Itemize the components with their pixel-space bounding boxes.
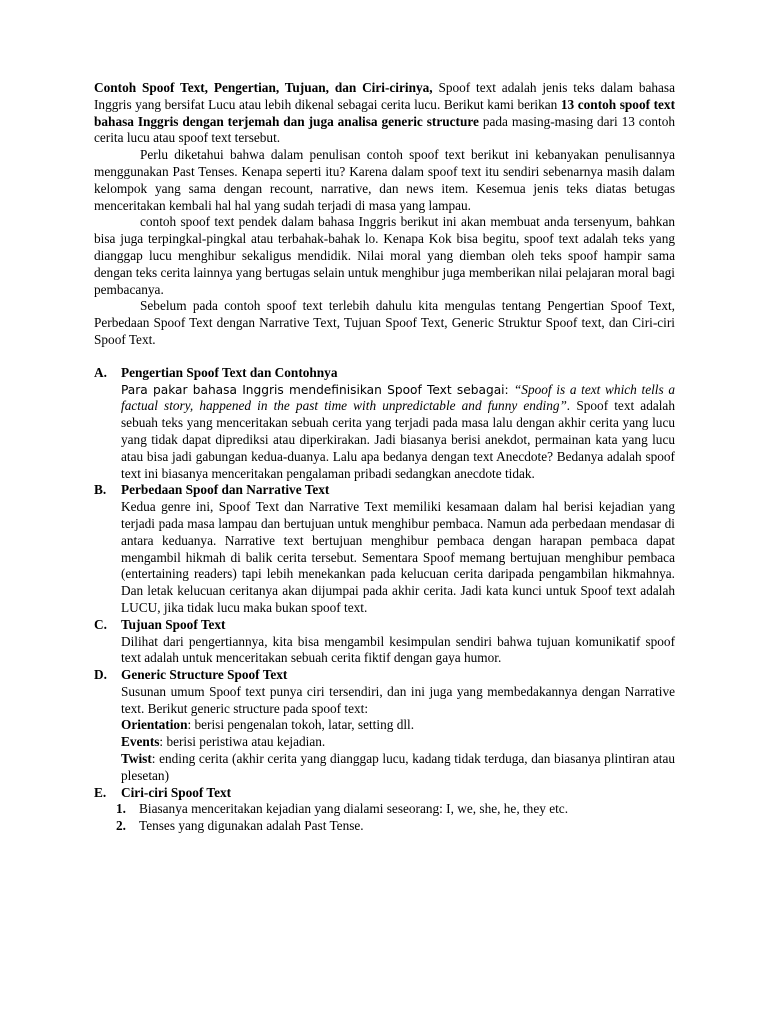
section-b-body: Kedua genre ini, Spoof Text dan Narrative Text memiliki kesamaan dalam hal berisi kejadian yang terjadi pada masa lampau dan bertujuan untuk menghibur pembaca. Namun ada perbedaan mendasar di antara keduanya. Narrative text bertujuan menghibur pembaca dengan harapan pembaca dapat mengambil hikmah di balik cerita tersebut. Sementara Spoof memang bertujuan menghibur pembaca (entertaining readers) tapi lebih menekankan pada kelucuan cerita daripada pengambilan hikmahnya. Dan letak kelucuan ceritanya akan dijumpai pada akhir cerita. Jadi kata kunci untuk Spoof text adalah LUCU, jika tidak lucu maka bukan spoof text. <box>121 499 675 615</box>
section-a-body <box>121 382 675 483</box>
section-d-letter: D. <box>94 667 107 683</box>
paragraph-spoof-short: contoh spoof text pendek dalam bahasa Inggris berikut ini akan membuat anda tersenyum, bahkan bisa juga terpingkal-pingkal atau terbahak-bahak lo. Kenapa Kok bisa begitu, spoof text adalah teks yang dianggap lucu menghibur sekaligus mendidik. Nilai moral yang diemban oleh teks spoof hampir sama dengan teks cerita lainnya yang bertugas selain untuk menghibur juga memberikan nilai pelajaran moral bagi pembacanya. <box>94 214 675 297</box>
section-c <box>94 617 675 667</box>
structure-term: Twist <box>121 751 152 767</box>
structure-desc: : berisi pengenalan tokoh, latar, setting dll. <box>187 717 415 733</box>
section-c-letter: C. <box>94 616 107 632</box>
list-item-number: 2. <box>116 818 126 834</box>
list-item-number: 1. <box>116 801 126 817</box>
section-e-letter: E. <box>94 784 107 800</box>
section-b <box>94 482 675 616</box>
section-a-quote: “Spoof is a text which tells a factual story, happened in the past time with unpredictable and funny ending”. <box>121 381 675 414</box>
intro-text-3: pada masing-masing dari 13 contoh cerita lucu atau spoof text tersebut. <box>94 113 675 146</box>
list-item-text: Tenses yang digunakan adalah Past Tense. <box>139 818 364 834</box>
structure-desc: : ending cerita (akhir cerita yang dianggap lucu, kadang tidak terduga, dan biasanya plintiran atau plesetan) <box>121 751 675 783</box>
section-a-sans-lead: Para pakar bahasa Inggris mendefinisikan Spoof Text sebagai: <box>121 382 514 397</box>
list-item <box>94 801 675 818</box>
structure-item-orientation <box>121 717 675 734</box>
section-a-heading: Pengertian Spoof Text dan Contohnya <box>121 364 338 380</box>
paragraph-past-tenses: Perlu diketahui bahwa dalam penulisan contoh spoof text berikut ini kebanyakan penulisannya menggunakan Past Tenses. Kenapa seperti itu? Karena dalam spoof text itu sendiri sebenarnya masih dalam kelompok yang sama dengan recount, narrative, dan news item. Kesemua jenis teks diatas betugas menceritakan kembali hal hal yang sudah terjadi di masa yang lampau. <box>94 147 675 213</box>
section-a-text: Spoof text adalah sebuah teks yang menceritakan sebuah cerita yang terjadi pada masa lalu dengan akhir cerita yang lucu yang tidak dapat diprediksi atau diperkirakan. Jadi biasanya berisi anekdot, permainan kata yang lucu atau bisa jadi gabungan kedua-duanya. Lalu apa bedanya dengan text Anecdote? Bedanya adalah spoof text ini biasanya menceritakan pengalaman pribadi sedangkan anecdote tidak. <box>121 398 675 481</box>
section-b-heading: Perbedaan Spoof dan Narrative Text <box>121 482 330 498</box>
list-item-text: Biasanya menceritakan kejadian yang dialami seseorang: I, we, she, he, they etc. <box>139 801 569 817</box>
section-spacer <box>94 349 675 365</box>
structure-item-twist <box>121 751 675 785</box>
structure-item-events <box>121 734 675 751</box>
structure-term: Events <box>121 734 160 750</box>
structure-desc: : berisi peristiwa atau kejadian. <box>159 734 326 750</box>
section-c-heading: Tujuan Spoof Text <box>121 616 226 632</box>
intro-text-1: Spoof text adalah jenis teks dalam bahasa Inggris yang bersifat Lucu atau lebih dikenal sebagai cerita lucu. Berikut kami berikan <box>94 80 675 112</box>
section-d-heading: Generic Structure Spoof Text <box>121 667 288 683</box>
intro-title: Contoh Spoof Text, Pengertian, Tujuan, dan Ciri-cirinya, <box>94 80 433 95</box>
characteristics-list <box>94 801 675 835</box>
list-item <box>94 818 675 835</box>
section-a-letter: A. <box>94 364 107 380</box>
structure-term: Orientation <box>121 717 188 733</box>
section-c-body: Dilihat dari pengertiannya, kita bisa mengambil kesimpulan sendiri bahwa tujuan komunikatif spoof text adalah untuk menceritakan sebuah cerita fiktif dengan gaya humor. <box>121 633 675 666</box>
section-d <box>94 667 675 785</box>
document-page <box>94 80 675 835</box>
section-a <box>94 365 675 483</box>
section-e <box>94 785 675 802</box>
section-b-letter: B. <box>94 482 107 498</box>
section-d-body: Susunan umum Spoof text punya ciri tersendiri, dan ini juga yang membedakannya dengan Narrative text. Berikut generic structure pada spoof text: <box>121 683 675 716</box>
paragraph-overview: Sebelum pada contoh spoof text terlebih dahulu kita mengulas tentang Pengertian Spoof Text, Perbedaan Spoof Text dengan Narrative Text, Tujuan Spoof Text, Generic Struktur Spoof text, dan Ciri-ciri Spoof Text. <box>94 298 675 347</box>
section-e-heading: Ciri-ciri Spoof Text <box>121 784 232 800</box>
intro-bold-2: 13 contoh spoof text bahasa Inggris dengan terjemah dan juga analisa generic structure <box>94 96 676 129</box>
intro-paragraph <box>94 80 675 147</box>
